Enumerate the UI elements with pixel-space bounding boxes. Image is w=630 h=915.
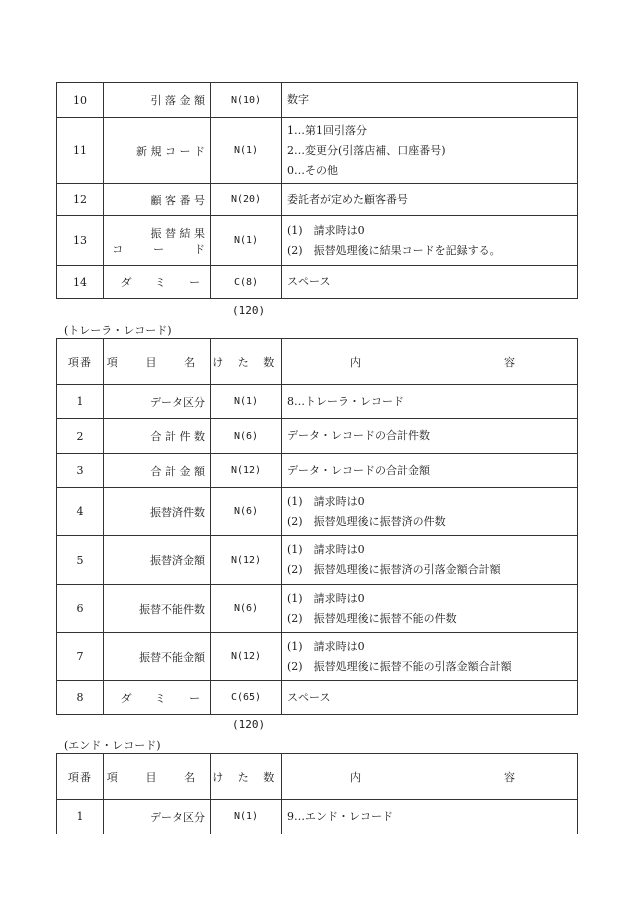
item-name: 振 替 結 果 コ ー ド — [104, 216, 211, 266]
table-row — [57, 536, 578, 585]
item-description: 委託者が定めた顧客番号 — [282, 184, 578, 216]
item-no: 5 — [57, 536, 104, 585]
item-name: 顧 客 番 号 — [104, 184, 211, 216]
table-row — [57, 83, 578, 118]
item-name: 合 計 件 数 — [104, 419, 211, 454]
header-item-no: 項番 — [57, 754, 104, 800]
table-row — [57, 800, 578, 834]
item-length: N(10) — [211, 83, 282, 118]
item-no: 1 — [57, 800, 104, 834]
item-name: 振替済件数 — [104, 488, 211, 536]
item-description: 1…第1回引落分 2…変更分(引落店補、口座番号) 0…その他 — [282, 118, 578, 184]
item-no: 14 — [57, 266, 104, 299]
header-contents: 内 容 — [282, 339, 578, 385]
item-name: 振替済金額 — [104, 536, 211, 585]
item-no: 4 — [57, 488, 104, 536]
item-length: N(6) — [211, 419, 282, 454]
item-length: N(6) — [211, 488, 282, 536]
item-description: (1) 請求時は0 (2) 振替処理後に振替済の引落金額合計額 — [282, 536, 578, 585]
item-length: N(6) — [211, 585, 282, 633]
item-length: N(1) — [211, 800, 282, 834]
table-row — [57, 488, 578, 536]
item-name: ダ ミ ー — [104, 266, 211, 299]
item-description: データ・レコードの合計件数 — [282, 419, 578, 454]
item-no: 8 — [57, 681, 104, 715]
record-total-length: (120) — [232, 718, 266, 731]
table-row — [57, 419, 578, 454]
table-row — [57, 681, 578, 715]
trailer-record-table — [56, 338, 578, 715]
end-record-table — [56, 753, 578, 834]
table-row — [57, 385, 578, 419]
item-length: N(12) — [211, 536, 282, 585]
item-description: (1) 請求時は0 (2) 振替処理後に振替不能の引落金額合計額 — [282, 633, 578, 681]
item-description: (1) 請求時は0 (2) 振替処理後に結果コードを記録する。 — [282, 216, 578, 266]
section-title: (トレーラ・レコード) — [64, 324, 172, 337]
item-description: (1) 請求時は0 (2) 振替処理後に振替済の件数 — [282, 488, 578, 536]
table-row — [57, 585, 578, 633]
item-name: 振替不能金額 — [104, 633, 211, 681]
item-length: N(1) — [211, 385, 282, 419]
item-length: N(20) — [211, 184, 282, 216]
item-no: 12 — [57, 184, 104, 216]
header-item-no: 項番 — [57, 339, 104, 385]
item-description: スペース — [282, 266, 578, 299]
header-length: け た 数 — [211, 339, 282, 385]
item-no: 3 — [57, 454, 104, 488]
item-length: C(65) — [211, 681, 282, 715]
record-total-length: (120) — [232, 304, 266, 317]
item-name: データ区分 — [104, 385, 211, 419]
section-title: (エンド・レコード) — [64, 739, 161, 752]
item-length: N(12) — [211, 633, 282, 681]
table-header-row — [57, 339, 578, 385]
item-name: 振替不能件数 — [104, 585, 211, 633]
item-no: 1 — [57, 385, 104, 419]
item-description: スペース — [282, 681, 578, 715]
item-name: 合 計 金 額 — [104, 454, 211, 488]
item-length: N(1) — [211, 216, 282, 266]
header-item-name: 項 目 名 — [104, 339, 211, 385]
item-name: 引 落 金 額 — [104, 83, 211, 118]
item-no: 10 — [57, 83, 104, 118]
table-row — [57, 216, 578, 266]
table-row — [57, 184, 578, 216]
item-description: データ・レコードの合計金額 — [282, 454, 578, 488]
table-row — [57, 454, 578, 488]
table-row — [57, 266, 578, 299]
header-length: け た 数 — [211, 754, 282, 800]
item-description: 数字 — [282, 83, 578, 118]
item-no: 7 — [57, 633, 104, 681]
item-name: データ区分 — [104, 800, 211, 834]
data-record-table-continued — [56, 82, 578, 299]
table-header-row — [57, 754, 578, 800]
item-no: 2 — [57, 419, 104, 454]
table-row — [57, 118, 578, 184]
item-no: 6 — [57, 585, 104, 633]
item-name: ダ ミ ー — [104, 681, 211, 715]
item-description: (1) 請求時は0 (2) 振替処理後に振替不能の件数 — [282, 585, 578, 633]
item-description: 9…エンド・レコード — [282, 800, 578, 834]
header-item-name: 項 目 名 — [104, 754, 211, 800]
item-description: 8…トレーラ・レコード — [282, 385, 578, 419]
item-name: 新 規 コ ー ド — [104, 118, 211, 184]
table-row — [57, 633, 578, 681]
item-no: 13 — [57, 216, 104, 266]
header-contents: 内 容 — [282, 754, 578, 800]
item-length: N(12) — [211, 454, 282, 488]
item-length: N(1) — [211, 118, 282, 184]
item-length: C(8) — [211, 266, 282, 299]
item-no: 11 — [57, 118, 104, 184]
